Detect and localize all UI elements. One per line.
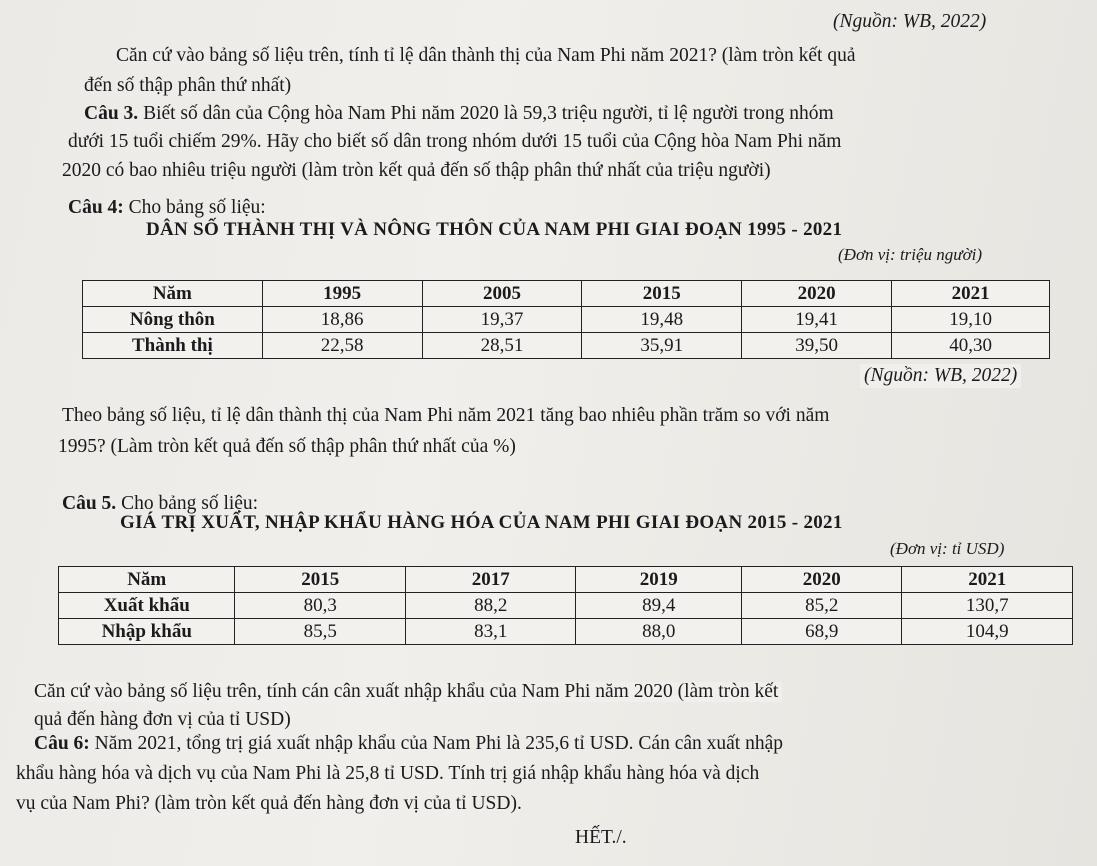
table-row: [83, 307, 1050, 333]
table-header-cell: 2021: [892, 281, 1050, 307]
q4-intro: [68, 198, 266, 218]
q6-label: Câu 6:: [34, 733, 90, 754]
table-row-label: Thành thị: [83, 333, 263, 359]
q3-line-2: dưới 15 tuổi chiếm 29%. Hãy cho biết số dân trong nhóm dưới 15 tuổi của Cộng hòa Nam Phi năm: [68, 131, 842, 152]
q5-table-title: GIÁ TRỊ XUẤT, NHẬP KHẨU HÀNG HÓA CỦA NAM PHI GIAI ĐOẠN 2015 - 2021: [120, 512, 843, 533]
q4-unit: (Đơn vị: triệu người): [838, 245, 983, 264]
table-header-cell: 2017: [405, 567, 575, 593]
q5-unit: (Đơn vị: tỉ USD): [890, 539, 1005, 558]
table-row-label: Nhập khẩu: [59, 619, 235, 645]
table-row: [59, 593, 1073, 619]
q4-table: [82, 280, 1050, 359]
table-header-cell: 2020: [741, 567, 902, 593]
table-row: [59, 567, 1073, 593]
q4-table-title: DÂN SỐ THÀNH THỊ VÀ NÔNG THÔN CỦA NAM PHI GIAI ĐOẠN 1995 - 2021: [146, 219, 843, 240]
q5-intro: [62, 494, 258, 514]
table-cell: 85,5: [235, 619, 405, 645]
table-cell: 22,58: [262, 333, 422, 359]
q6-line-1: [34, 734, 783, 754]
table-row-label: Xuất khẩu: [59, 593, 235, 619]
q3-line-1: [84, 104, 834, 124]
q3-label: Câu 3.: [84, 103, 139, 124]
table-cell: 89,4: [576, 593, 742, 619]
table-cell: 28,51: [422, 333, 582, 359]
q2-line-1: Căn cứ vào bảng số liệu trên, tính tỉ lệ dân thành thị của Nam Phi năm 2021? (làm tròn kết quả: [116, 45, 856, 66]
table-cell: 19,41: [742, 307, 892, 333]
q6-text-1: Năm 2021, tổng trị giá xuất nhập khẩu của Nam Phi là 235,6 tỉ USD. Cán cân xuất nhập: [89, 733, 783, 754]
table-header-cell: 2020: [742, 281, 892, 307]
q5-label: Câu 5.: [62, 493, 117, 514]
table-cell: 18,86: [262, 307, 422, 333]
table-row-label: Nông thôn: [83, 307, 263, 333]
table-cell: 130,7: [902, 593, 1073, 619]
table-row: [83, 333, 1050, 359]
table-cell: 35,91: [582, 333, 742, 359]
q5-table: [58, 566, 1073, 645]
q4-label: Câu 4:: [68, 197, 124, 218]
table-cell: 19,10: [892, 307, 1050, 333]
table-cell: 80,3: [235, 593, 405, 619]
q4-intro-text: Cho bảng số liệu:: [123, 197, 266, 218]
q2-line-2: đến số thập phân thứ nhất): [84, 75, 292, 96]
table-header-cell: Năm: [59, 567, 235, 593]
table-cell: 39,50: [742, 333, 892, 359]
q5-question-2: quả đến hàng đơn vị của tỉ USD): [34, 709, 291, 730]
q3-line-3: 2020 có bao nhiêu triệu người (làm tròn kết quả đến số thập phân thứ nhất của triệu người): [62, 160, 771, 181]
table-cell: 68,9: [741, 619, 902, 645]
q6-line-3: vụ của Nam Phi? (làm tròn kết quả đến hàng đơn vị của tỉ USD).: [16, 793, 522, 814]
table-cell: 19,37: [422, 307, 582, 333]
table-row: [59, 619, 1073, 645]
table-cell: 19,48: [582, 307, 742, 333]
q6-line-2: khẩu hàng hóa và dịch vụ của Nam Phi là 25,8 tỉ USD. Tính trị giá nhập khẩu hàng hóa và dịch: [16, 763, 760, 784]
table-cell: 40,30: [892, 333, 1050, 359]
q3-text-1: Biết số dân của Cộng hòa Nam Phi năm 2020 là 59,3 triệu người, tỉ lệ người trong nhóm: [138, 103, 834, 124]
q4-question-1: Theo bảng số liệu, tỉ lệ dân thành thị của Nam Phi năm 2021 tăng bao nhiêu phần trăm so với năm: [62, 405, 830, 426]
source-note-top: (Nguồn: WB, 2022): [833, 11, 987, 32]
table-cell: 104,9: [902, 619, 1073, 645]
q4-question-2: 1995? (Làm tròn kết quả đến số thập phân thứ nhất của %): [58, 436, 516, 457]
table-header-cell: 1995: [262, 281, 422, 307]
table-header-cell: Năm: [83, 281, 263, 307]
table-header-cell: 2019: [576, 567, 742, 593]
table-header-cell: 2021: [902, 567, 1073, 593]
q5-question-1: Căn cứ vào bảng số liệu trên, tính cán cân xuất nhập khẩu của Nam Phi năm 2020 (làm tròn kết: [34, 682, 782, 702]
table-header-cell: 2015: [582, 281, 742, 307]
table-cell: 88,2: [405, 593, 575, 619]
table-cell: 85,2: [741, 593, 902, 619]
table-row: [83, 281, 1050, 307]
end-marker: HẾT./.: [575, 827, 627, 848]
table-header-cell: 2015: [235, 567, 405, 593]
q5-intro-text: Cho bảng số liệu:: [116, 493, 259, 514]
table-cell: 88,0: [576, 619, 742, 645]
table-cell: 83,1: [405, 619, 575, 645]
q4-source-note: (Nguồn: WB, 2022): [860, 364, 1021, 388]
table-header-cell: 2005: [422, 281, 582, 307]
